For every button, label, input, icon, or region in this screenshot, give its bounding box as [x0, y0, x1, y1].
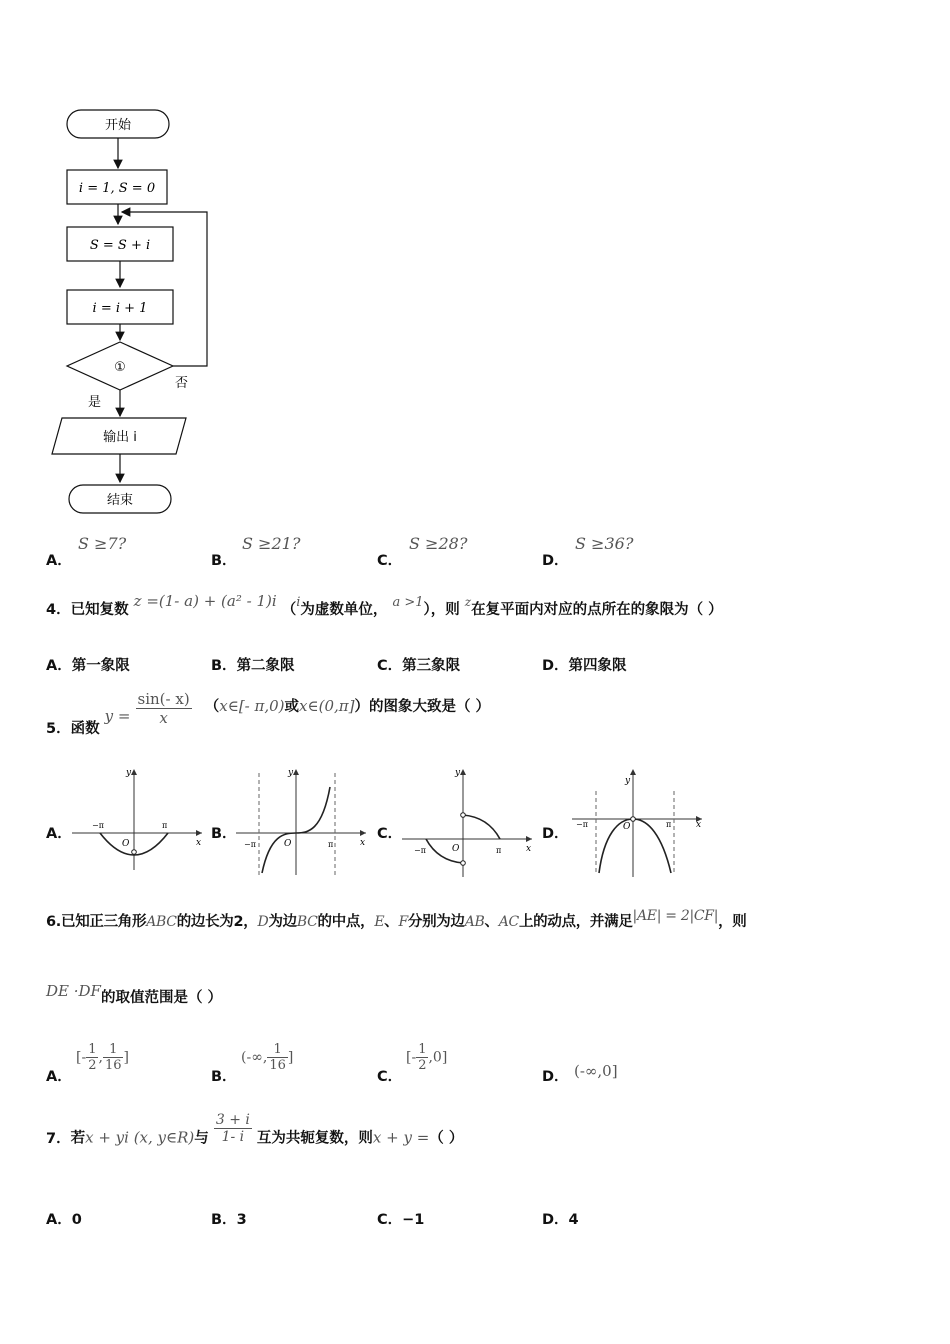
- q5-a-negpi: −π: [92, 821, 104, 830]
- q5-option-b-letter: B．: [211, 826, 237, 842]
- q5-c-negpi: −π: [414, 846, 426, 855]
- q7-fraction-numerator: 3 + i: [215, 1112, 250, 1128]
- q4-z-expr: z =(1- a) + (a² - 1)i: [133, 592, 277, 610]
- q6-two: 2: [233, 914, 244, 930]
- q7-text-3: 互为共轭复数，则: [256, 1130, 373, 1147]
- q5-option-d-letter: D．: [542, 826, 569, 842]
- q5-option-c-letter: C．: [377, 826, 403, 842]
- q6-ab: AB: [464, 914, 485, 930]
- incr-label: i = i + 1: [92, 301, 148, 316]
- q6-text-5: 的中点，: [317, 914, 375, 930]
- q4-text-3: 为虚数单位，: [300, 602, 388, 618]
- q6-option-c-letter: C．: [377, 1069, 403, 1085]
- q6-bc: BC: [296, 914, 318, 930]
- q7-option-a: A．0: [46, 1212, 82, 1228]
- q6-text-9: 上的动点，并满足: [518, 914, 633, 930]
- q5-c-y-label: y: [455, 768, 461, 778]
- q7-text-1: 若: [70, 1130, 86, 1147]
- q6-text-11: 的取值范围是（ ）: [100, 990, 223, 1006]
- flowchart: [40, 100, 240, 520]
- q6-e: E: [374, 914, 385, 930]
- q5-b-pi: π: [328, 840, 334, 849]
- q3-option-d-letter: D．: [542, 553, 569, 569]
- init-label: i = 1, S = 0: [78, 181, 156, 196]
- q5-domain-1: x∈[- π,0): [219, 696, 285, 715]
- q5-a-x-label: x: [196, 838, 202, 848]
- q6-option-b-letter: B．: [211, 1069, 237, 1085]
- q6-f: F: [398, 914, 408, 930]
- q5-b-negpi: −π: [244, 840, 256, 849]
- q4-text-4: ），则: [423, 602, 460, 618]
- question-6-line-2: [46, 982, 223, 1007]
- q5-fraction-numerator: sin(- x): [137, 690, 190, 708]
- q4-option-d: D．第四象限: [542, 658, 627, 674]
- q5-d-negpi: −π: [576, 820, 588, 829]
- q5-graph-a: [70, 765, 210, 875]
- q7-text-4: （ ）: [429, 1130, 464, 1147]
- q6-text-1: 已知正三角形: [61, 914, 147, 930]
- yes-label: 是: [88, 395, 102, 410]
- q5-fraction: [136, 690, 192, 727]
- q6-option-b: (-∞, $\frac{1}{16}$ ]: [241, 1042, 294, 1073]
- q5-graph-d: [570, 765, 710, 880]
- q6-text-6: 、: [384, 914, 399, 930]
- q5-graph-c: [400, 765, 540, 880]
- q5-a-pi: π: [162, 821, 168, 830]
- q5-c-x-label: x: [526, 844, 532, 854]
- q6-abc: ABC: [146, 914, 177, 930]
- q4-text-2: （: [281, 602, 297, 618]
- q5-fraction-denominator: x: [159, 709, 168, 727]
- q6-text-7: 分别为边: [407, 914, 465, 930]
- question-5: [46, 690, 491, 737]
- q3-option-b-letter: B．: [211, 553, 237, 569]
- q4-text-5: 在复平面内对应的点所在的象限为（ ）: [471, 602, 723, 618]
- q5-b-origin: O: [284, 839, 292, 849]
- q6-dot-product: DE ·DF: [46, 982, 101, 1000]
- end-label: 结束: [106, 493, 134, 508]
- q6-text-2: 的边长为: [176, 914, 234, 930]
- q6-option-a: [- $\frac{1}{2}$ , $\frac{1}{16}$ ]: [76, 1042, 129, 1073]
- sum-label: S = S + i: [89, 238, 151, 253]
- q3-option-a: S ≥7?: [78, 534, 127, 553]
- q4-z: z: [464, 595, 472, 609]
- q3-option-c: S ≥28?: [409, 534, 468, 553]
- q5-a-origin: O: [122, 839, 130, 849]
- q4-number: 4．: [46, 602, 71, 618]
- q7-text-2: 与: [194, 1130, 209, 1147]
- q6-option-d: (-∞,0]: [574, 1062, 618, 1080]
- no-label: 否: [175, 376, 189, 391]
- condition-label: ①: [114, 360, 126, 375]
- q7-fraction: [214, 1112, 252, 1145]
- q5-d-y-label: y: [625, 776, 631, 786]
- q7-option-d: D．4: [542, 1212, 579, 1228]
- q5-d-x-label: x: [696, 820, 702, 830]
- q5-b-x-label: x: [360, 838, 366, 848]
- q4-option-c: C．第三象限: [377, 658, 461, 674]
- q5-graph-b: [234, 765, 374, 880]
- q5-c-pi: π: [496, 846, 502, 855]
- question-6: [46, 910, 747, 931]
- q5-text-4: ）的图象大致是（ ）: [354, 698, 491, 715]
- q6-d: D: [257, 914, 269, 930]
- q4-option-b: B．第二象限: [211, 658, 295, 674]
- q6-option-a-letter: A．: [46, 1069, 72, 1085]
- q6-relation: |AE| = 2|CF|: [632, 908, 719, 924]
- q5-text-3: 或: [284, 698, 300, 715]
- q7-number: 7．: [46, 1130, 71, 1147]
- q6-option-c: [- $\frac{1}{2}$ ,0]: [406, 1042, 448, 1073]
- q4-option-a: A．第一象限: [46, 658, 130, 674]
- q6-ac: AC: [498, 914, 519, 930]
- q5-y: y =: [104, 706, 131, 725]
- q6-text-3: ，: [243, 914, 258, 930]
- q3-option-b: S ≥21?: [242, 534, 301, 553]
- output-label: 输出 i: [103, 430, 137, 445]
- q5-d-pi: π: [666, 820, 672, 829]
- q7-option-b: B．3: [211, 1212, 247, 1228]
- q6-number: 6.: [46, 914, 61, 930]
- q6-text-4: 为边: [268, 914, 297, 930]
- q3-option-a-letter: A．: [46, 553, 72, 569]
- q5-c-origin: O: [452, 844, 460, 854]
- q5-text-2: （: [204, 698, 220, 715]
- q6-option-d-letter: D．: [542, 1069, 569, 1085]
- q6-text-8: 、: [484, 914, 499, 930]
- question-4: [46, 592, 723, 619]
- q5-b-y-label: y: [288, 768, 294, 778]
- q4-i: i: [296, 595, 301, 610]
- q6-text-10: ，则: [718, 914, 747, 930]
- q5-domain-2: x∈(0,π]: [299, 696, 355, 715]
- q7-option-c: C．−1: [377, 1212, 425, 1228]
- q5-text-1: 函数: [70, 720, 100, 737]
- q5-number: 5．: [46, 720, 71, 737]
- q5-a-y-label: y: [126, 768, 132, 778]
- question-7: [46, 1112, 464, 1155]
- q4-text-1: 已知复数: [70, 602, 129, 618]
- q7-fraction-denominator: 1- i: [221, 1129, 245, 1145]
- q3-option-d: S ≥36?: [575, 534, 634, 553]
- q7-expr: x + yi (x, y∈R): [85, 1128, 195, 1147]
- q7-sum: x + y =: [372, 1128, 430, 1147]
- q3-option-c-letter: C．: [377, 553, 403, 569]
- q5-option-a-letter: A．: [46, 826, 72, 842]
- q4-condition: a >1: [392, 595, 424, 610]
- start-label: 开始: [104, 118, 132, 133]
- q5-d-origin: O: [623, 822, 631, 832]
